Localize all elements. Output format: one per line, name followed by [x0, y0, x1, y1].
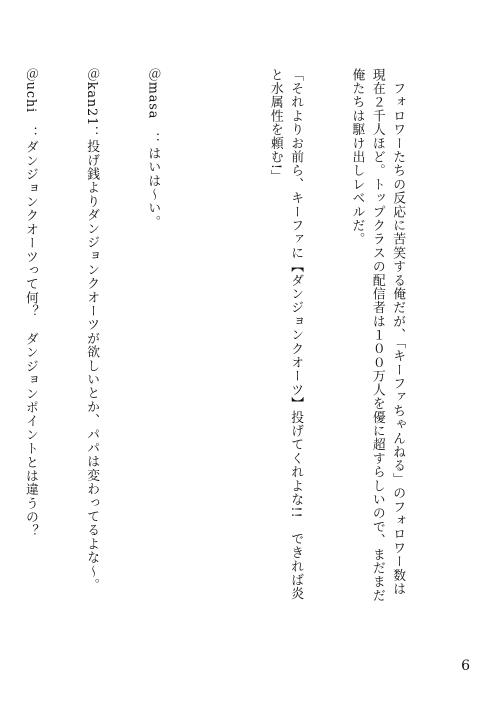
chat-comment: ＠masa ：はいは～い。 [145, 68, 161, 229]
narration-paragraph: フォロワーたちの反応に苦笑する俺だが、「キーファちゃんねる」のフォロワー数は現在２千人ほど。トップクラスの配信者は１００万人を優に超すらしいので、まだまだ俺たちは駆け出しレベルだ。 [349, 68, 406, 603]
chat-comment: ＠uchi ：ダンジョンクオーツって何？ ダンジョンポイントとは違うの？ [22, 68, 38, 538]
dialogue-line: 「それよりお前ら、キーファに【ダンジョンクオーツ】投げてくれよな!! できれば炎と水属性を頼む!」 [267, 68, 304, 601]
blank-line [203, 68, 223, 608]
vertical-text-body [22, 68, 448, 608]
page-number: 6 [461, 658, 470, 674]
chat-comment: ＠kan21：投げ銭よりダンジョンクオーツが欲しいとか、パパは変わってるよな～。 [84, 68, 100, 592]
